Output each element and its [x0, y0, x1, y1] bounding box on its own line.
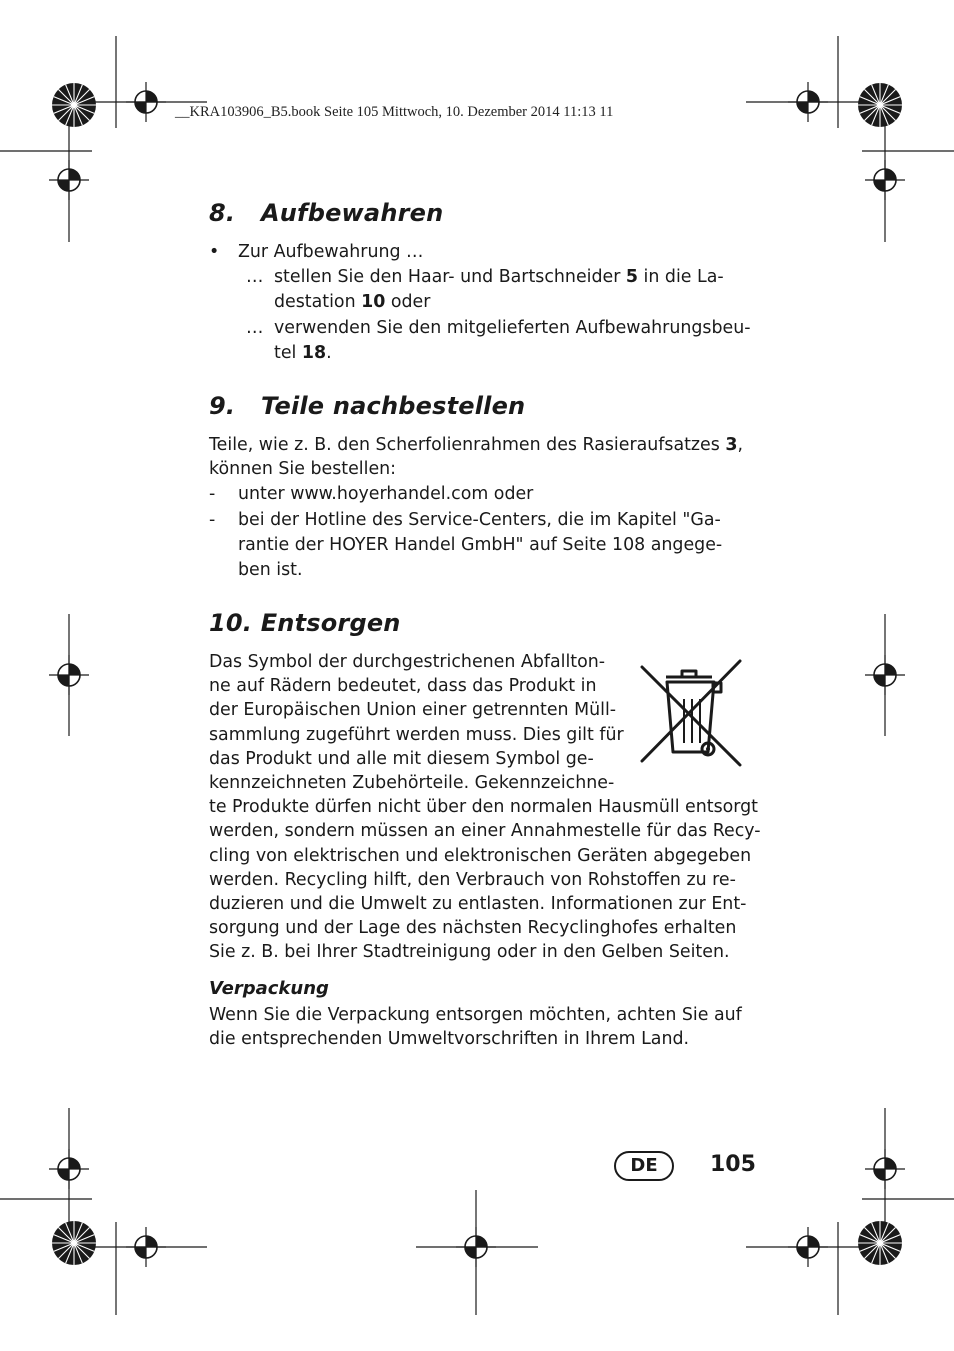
dash-marker: - [209, 484, 216, 504]
option-station-line1: stellen Sie den Haar- und Bartschneider 5 in die La- [274, 267, 724, 287]
ellipsis-marker: … [246, 318, 264, 338]
packaging-paragraph: Wenn Sie die Verpackung entsorgen möchten, achten Sie auf die entsprechenden Umweltvorschriften in Ihrem Land. [209, 1005, 742, 1050]
subheading-verpackung: Verpackung [209, 978, 329, 999]
disposal-paragraph: Das Symbol der durchgestrichenen Abfallton- ne auf Rädern bedeutet, dass das Produkt in der Europäischen Union einer getrennten Müll- sammlung zugeführt werden muss. Dies gilt für das Produkt und alle mit diesem Symbol ge- kennzeichneten Zubehörteile. Gekennzeichne- te Produkte dürfen nicht über den normalen Hausmüll entsorgt werden, sondern müssen an einer Annahmestelle für das Recy- cling von elektrischen und elektronischen Geräten abgegeben werden. Recycling hilft, den Verbrauch von Rohstoffen zu re- duzieren und die Umwelt zu entlasten. Informationen zur Ent- sorgung und der Lage des nächsten Recyclinghofes erhalten Sie z. B. bei Ihrer Stadtreinigung oder in den Gelben Seiten. [209, 652, 761, 963]
order-intro-line2: können Sie bestellen: [209, 459, 397, 479]
page-number: 105 [710, 1152, 756, 1177]
heading-teile-nachbestellen: 9. Teile nachbestellen [209, 392, 526, 420]
language-badge: DE [614, 1151, 674, 1181]
crossed-out-wheelie-bin-icon [636, 657, 746, 769]
option-station-line2: destation 10 oder [274, 292, 431, 312]
option-bag-line1: verwenden Sie den mitgelieferten Aufbewahrungsbeu- [274, 318, 751, 338]
order-item-web: unter www.hoyerhandel.com oder [238, 484, 534, 504]
book-slug: __KRA103906_B5.book Seite 105 Mittwoch, 10. Dezember 2014 11:13 11 [175, 104, 614, 120]
order-item-hotline-line3: ben ist. [238, 560, 303, 580]
storage-intro: Zur Aufbewahrung … [238, 242, 424, 262]
option-bag-line2: tel 18. [274, 343, 332, 363]
heading-aufbewahren: 8. Aufbewahren [209, 199, 444, 227]
order-item-hotline-line2: rantie der HOYER Handel GmbH" auf Seite 108 angege- [238, 535, 723, 555]
ellipsis-marker: … [246, 267, 264, 287]
order-item-hotline-line1: bei der Hotline des Service-Centers, die im Kapitel "Ga- [238, 510, 721, 530]
order-intro-line1: Teile, wie z. B. den Scherfolienrahmen des Rasieraufsatzes 3, [209, 435, 743, 455]
bullet-marker: • [209, 242, 220, 262]
dash-marker: - [209, 510, 216, 530]
heading-entsorgen: 10. Entsorgen [209, 609, 401, 637]
